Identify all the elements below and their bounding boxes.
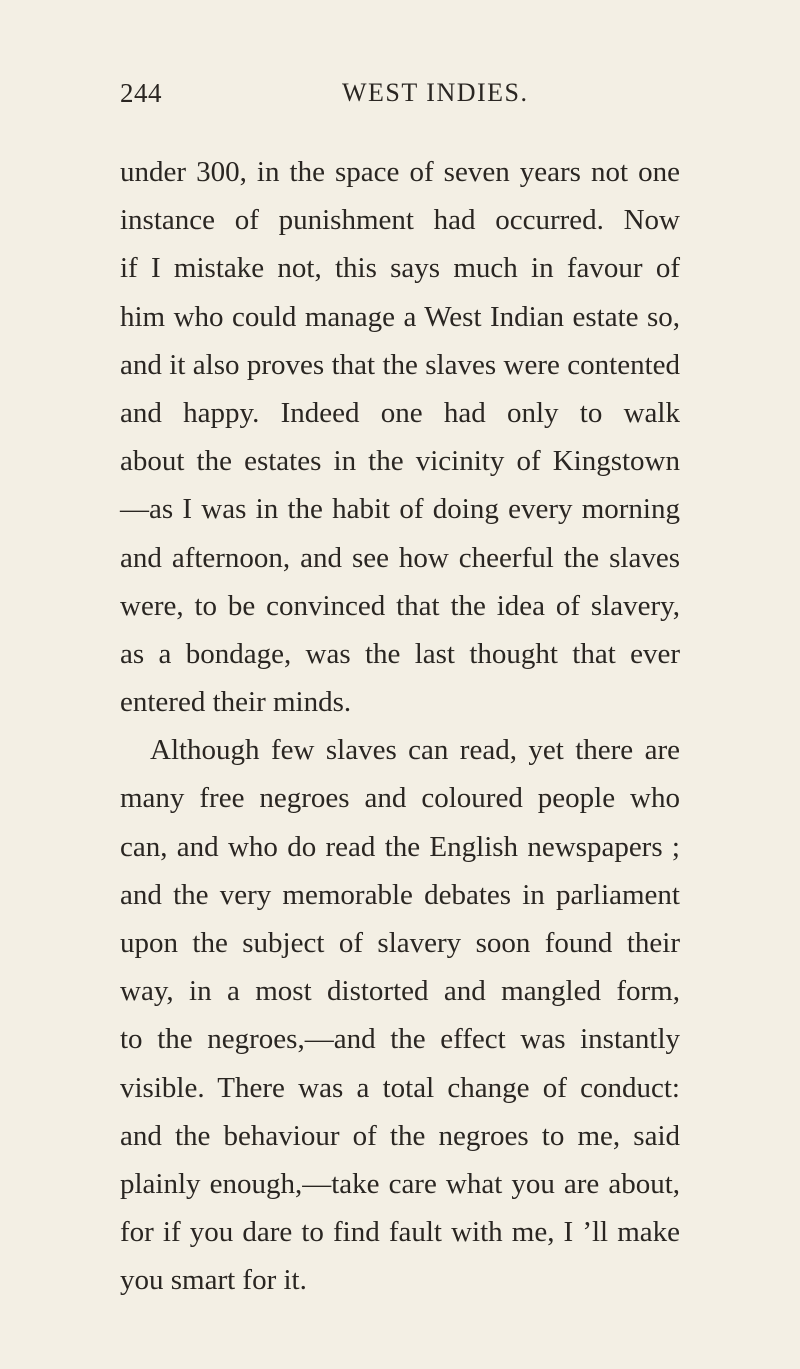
text-line: can, and who do read the English newspapers ; [120, 830, 680, 863]
text-line: many free negroes and coloured people who [120, 782, 680, 815]
text-line: and happy. Indeed one had only to walk [120, 396, 680, 429]
text-line: and the behaviour of the negroes to me, said [120, 1119, 680, 1152]
text-line: and it also proves that the slaves were contented [120, 348, 680, 381]
text-line: way, in a most distorted and mangled form, [120, 975, 680, 1008]
paragraph-start-line: Although few slaves can read, yet there are [150, 734, 680, 767]
page-number: 244 [120, 78, 162, 108]
paragraph-end-line: you smart for it. [120, 1264, 307, 1297]
text-line: him who could manage a West Indian estate so, [120, 300, 680, 333]
text-line: and afternoon, and see how cheerful the slaves [120, 541, 680, 574]
body-text [120, 152, 680, 1309]
text-line: instance of punishment had occurred. Now [120, 204, 680, 237]
text-line: visible. There was a total change of conduct: [120, 1071, 680, 1104]
text-line: plainly enough,—take care what you are about, [120, 1167, 680, 1200]
text-line: if I mistake not, this says much in favour of [120, 252, 680, 285]
paragraph-end-line: entered their minds. [120, 686, 352, 719]
text-line: under 300, in the space of seven years not one [120, 156, 680, 188]
text-line: to the negroes,—and the effect was instantly [120, 1023, 680, 1056]
running-head: WEST INDIES. [342, 78, 529, 107]
text-line: as a bondage, was the last thought that ever [120, 637, 680, 670]
text-line: about the estates in the vicinity of Kingstown [120, 445, 680, 478]
text-line: for if you dare to find fault with me, I ’ll make [120, 1216, 680, 1249]
text-line: were, to be convinced that the idea of slavery, [120, 589, 680, 622]
text-line: upon the subject of slavery soon found their [120, 927, 680, 959]
page-header [120, 78, 680, 118]
text-line: and the very memorable debates in parliament [120, 878, 680, 911]
text-line: —as I was in the habit of doing every morning [120, 493, 680, 526]
